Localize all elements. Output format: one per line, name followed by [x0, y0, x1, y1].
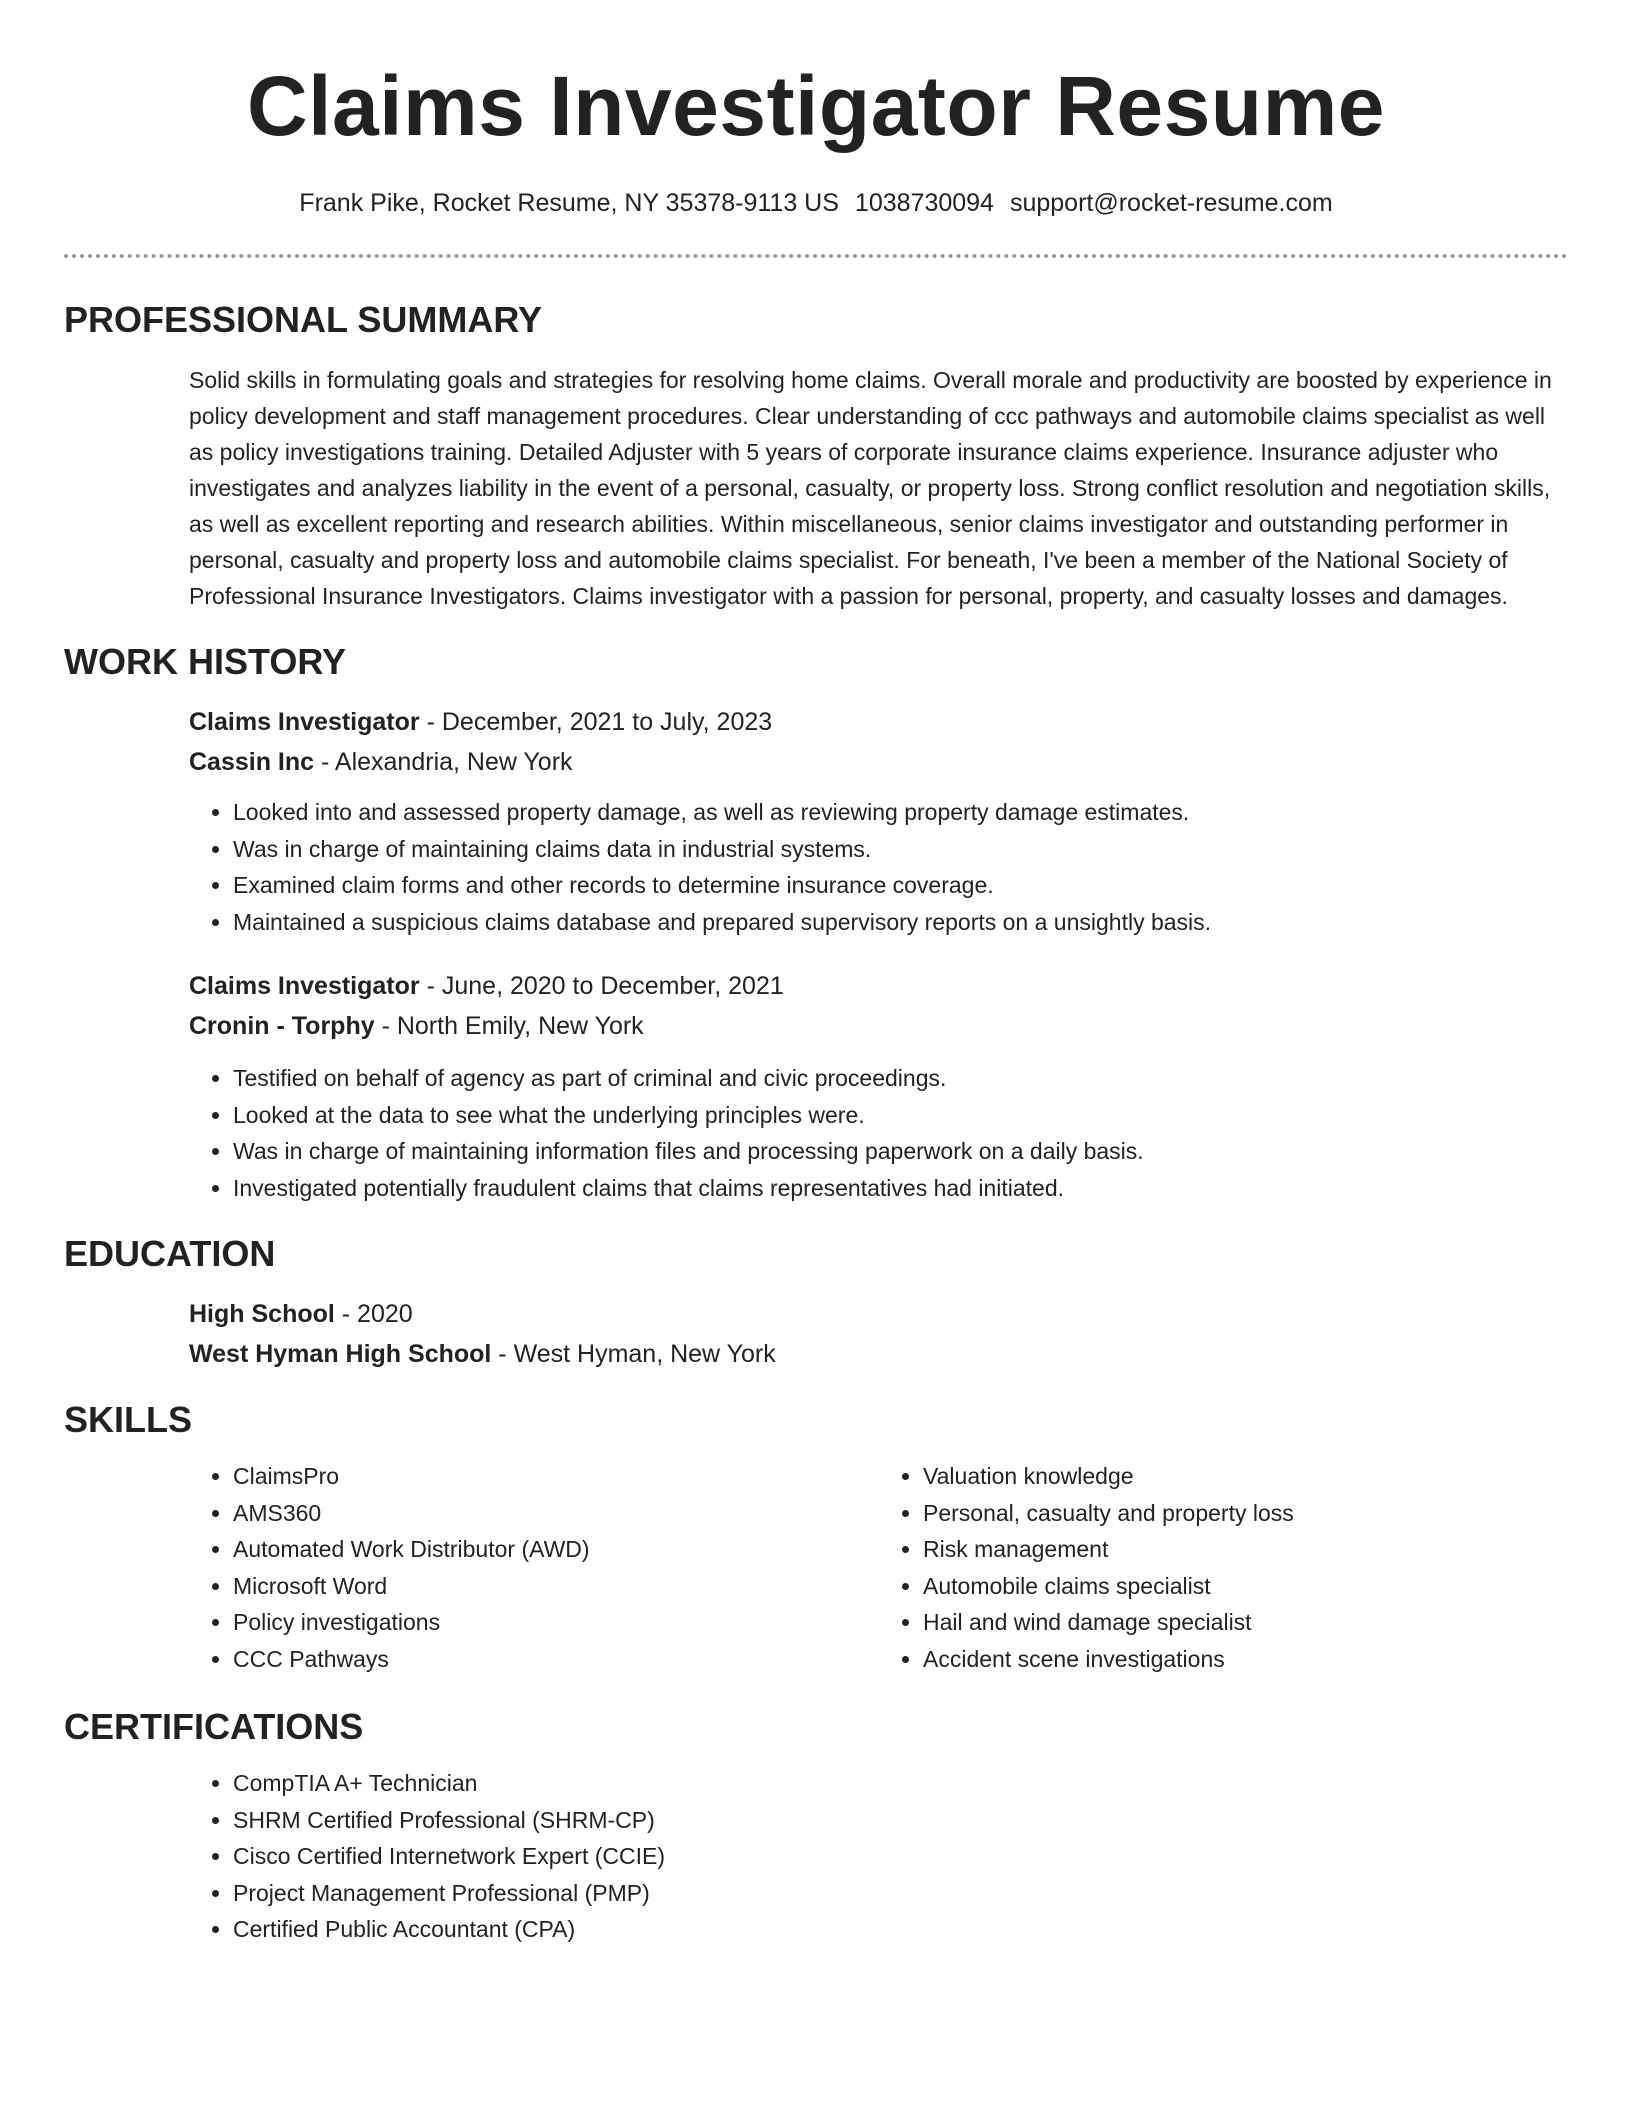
education-year: - 2020 [334, 1300, 413, 1328]
job-location: - Alexandria, New York [314, 748, 573, 776]
certifications-heading: CERTIFICATIONS [64, 1706, 364, 1747]
skill-item: • Personal, casualty and property loss [923, 1495, 1569, 1532]
job-company: Cronin - Torphy [189, 1012, 375, 1040]
education-heading: EDUCATION [64, 1233, 276, 1274]
summary-heading: PROFESSIONAL SUMMARY [64, 299, 543, 340]
skills-heading: SKILLS [64, 1399, 193, 1440]
education-school: West Hyman High School [189, 1340, 492, 1368]
education-location: - West Hyman, New York [491, 1340, 776, 1368]
job-company-line [189, 1006, 1568, 1046]
job-title-line [189, 702, 1568, 742]
job-title: Claims Investigator [189, 972, 420, 1000]
job-company: Cassin Inc [189, 748, 315, 776]
contact-line [64, 186, 1568, 220]
contact-phone: 1038730094 [854, 189, 994, 217]
job-bullet: • Was in charge of maintaining claims data in industrial systems. [233, 831, 1568, 868]
skill-item: • AMS360 [233, 1495, 879, 1532]
skill-item: • ClaimsPro [233, 1458, 879, 1495]
skills-list-left [189, 1458, 879, 1677]
job-dates: - June, 2020 to December, 2021 [419, 972, 784, 1000]
contact-email: support@rocket-resume.com [1009, 189, 1333, 217]
skill-item: • Automated Work Distributor (AWD) [233, 1531, 879, 1568]
job-bullets [189, 1060, 1568, 1206]
job-bullet: • Examined claim forms and other records to determine insurance coverage. [233, 867, 1568, 904]
skill-item: • CCC Pathways [233, 1641, 879, 1678]
certification-item: • Project Management Professional (PMP) [233, 1875, 1568, 1912]
education-school-line [189, 1334, 1568, 1374]
skill-item: • Policy investigations [233, 1604, 879, 1641]
skill-item: • Automobile claims specialist [923, 1568, 1569, 1605]
education-degree-line [189, 1294, 1568, 1334]
job-bullet: • Investigated potentially fraudulent claims that claims representatives had initiated. [233, 1170, 1568, 1207]
work-history-heading: WORK HISTORY [64, 641, 347, 682]
job-company-line [189, 742, 1568, 782]
job-location: - North Emily, New York [374, 1012, 644, 1040]
certification-item: • CompTIA A+ Technician [233, 1765, 1568, 1802]
certification-item: • Certified Public Accountant (CPA) [233, 1911, 1568, 1948]
skill-item: • Microsoft Word [233, 1568, 879, 1605]
certifications-section [189, 1765, 1568, 1948]
summary-text: Solid skills in formulating goals and strategies for resolving home claims. Overall morale and productivity are boosted by experience in policy development and staff management procedures. Clear understanding of ccc pathways and automobile claims specialist as well as policy investigations training. Detailed Adjuster with 5 years of corporate insurance claims experience. Insurance adjuster who investigates and analyzes liability in the event of a personal, casualty, or property loss. Strong conflict resolution and negotiation skills, as well as excellent reporting and research abilities. Within miscellaneous, senior claims investigator and outstanding performer in personal, casualty and property loss and automobile claims specialist. For beneath, I've been a member of the National Society of Professional Insurance Investigators. Claims investigator with a passion for personal, property, and casualty losses and damages. [189, 367, 1552, 609]
job-dates: - December, 2021 to July, 2023 [419, 708, 773, 736]
skills-columns [189, 1458, 1569, 1677]
job-entry [189, 966, 1568, 1206]
job-bullet: • Maintained a suspicious claims database and prepared supervisory reports on a unsightly basis. [233, 904, 1568, 941]
header-divider [64, 254, 1568, 258]
contact-address: Frank Pike, Rocket Resume, NY 35378-9113 US [299, 189, 839, 217]
summary-section [189, 362, 1568, 614]
job-entry [189, 702, 1568, 940]
skill-item: • Accident scene investigations [923, 1641, 1569, 1678]
job-title: Claims Investigator [189, 708, 420, 736]
work-history-section [189, 702, 1568, 1206]
skill-item: • Valuation knowledge [923, 1458, 1569, 1495]
certifications-list [189, 1765, 1568, 1948]
skill-item: • Risk management [923, 1531, 1569, 1568]
certification-item: • SHRM Certified Professional (SHRM-CP) [233, 1802, 1568, 1839]
job-title-line [189, 966, 1568, 1006]
resume-title: Claims Investigator Resume [246, 59, 1386, 153]
job-bullet: • Testified on behalf of agency as part of criminal and civic proceedings. [233, 1060, 1568, 1097]
job-bullets [189, 794, 1568, 940]
skill-item: • Hail and wind damage specialist [923, 1604, 1569, 1641]
skills-section [189, 1458, 1568, 1677]
job-bullet: • Was in charge of maintaining information files and processing paperwork on a daily basis. [233, 1133, 1568, 1170]
education-section [189, 1294, 1568, 1374]
certification-item: • Cisco Certified Internetwork Expert (CCIE) [233, 1838, 1568, 1875]
job-bullet: • Looked at the data to see what the underlying principles were. [233, 1097, 1568, 1134]
skills-list-right [879, 1458, 1569, 1677]
job-bullet: • Looked into and assessed property damage, as well as reviewing property damage estimates. [233, 794, 1568, 831]
education-degree: High School [189, 1300, 335, 1328]
